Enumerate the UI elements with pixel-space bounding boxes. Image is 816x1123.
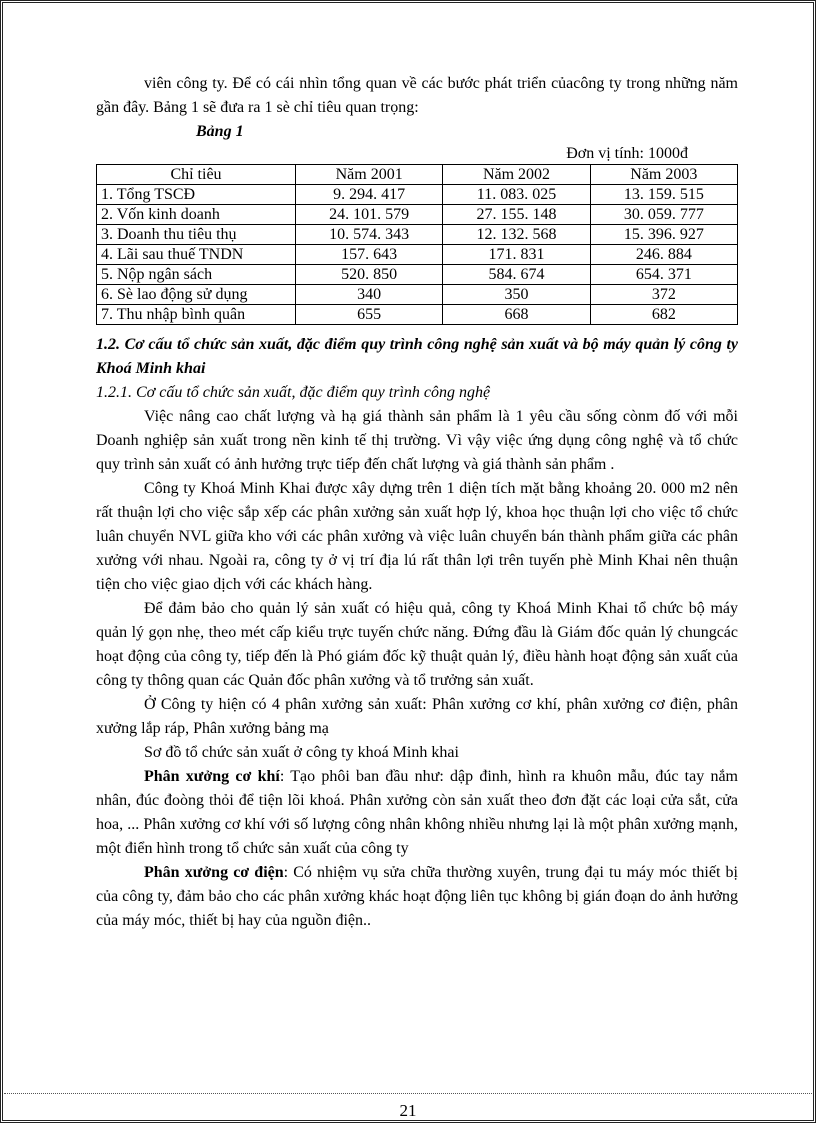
header-cell: Năm 2002: [443, 165, 590, 185]
row-label: 6. Sè lao động sử dụng: [97, 285, 296, 305]
cell-value: 171. 831: [443, 245, 590, 265]
table-row: [97, 285, 738, 305]
cell-value: 520. 850: [296, 265, 443, 285]
intro-paragraph: viên công ty. Để có cái nhìn tổng quan về các bước phát triển củacông ty trong những năm gần đây. Bảng 1 sẽ đưa ra 1 sè chỉ tiêu quan trọng:: [96, 75, 738, 116]
cell-value: 372: [590, 285, 737, 305]
cell-value: 24. 101. 579: [296, 205, 443, 225]
cell-value: 9. 294. 417: [296, 185, 443, 205]
cell-value: 246. 884: [590, 245, 737, 265]
row-label: 2. Vốn kinh doanh: [97, 205, 296, 225]
cell-value: 668: [443, 305, 590, 325]
header-cell: Năm 2001: [296, 165, 443, 185]
table-row: [97, 205, 738, 225]
table-unit: Đơn vị tính: 1000đ: [566, 145, 688, 162]
cell-value: 157. 643: [296, 245, 443, 265]
paragraph-1: Việc nâng cao chất lượng và hạ giá thành sản phẩm là 1 yêu cầu sống cònm đố với mỗi Doanh nghiệp sản xuất trong nền kinh tế thị trường. Vì vậy việc ứng dụng công nghệ và tổ chức quy trình sản xuất có ảnh hưởng trực tiếp đến chất lượng và giá thành sản phẩm .: [96, 408, 738, 473]
paragraph-6-text: : Tạo phôi ban đầu như: dập đinh, hình ra khuôn mẫu, đúc tay nắm nhân, đúc đoòng thỏi để tiện lõi khoá. Phân xưởng còn sản xuất theo đơn đặt các loại cửa sắt, cửa hoa, ... Phân xưởng cơ khí với số lượng công nhân không nhiều nhưng lại là một phân xưởng mạnh, một điển hình trong tổ chức sản xuất của công ty: [96, 768, 738, 857]
table-row: [97, 245, 738, 265]
paragraph-7-lead: Phân xưởng cơ điện: [144, 864, 284, 881]
cell-value: 13. 159. 515: [590, 185, 737, 205]
cell-value: 682: [590, 305, 737, 325]
paragraph-2: Công ty Khoá Minh Khai được xây dựng trên 1 diện tích mặt bằng khoảng 20. 000 m2 nên rất thuận lợi cho việc sắp xếp các phân xưởng sản xuất hợp lý, khoa học thuận lợi cho việc tổ chức luân chuyển NVL giữa kho với các phân xưởng và việc luân chuyển bán thành phẩm giữa các phân xưởng với nhau. Ngoài ra, công ty ở vị trí địa lú rất thân lợi trên tuyến phè Minh Khai nên thuận tiện cho việc giao dịch với các khách hàng.: [96, 480, 738, 593]
table-row: [97, 185, 738, 205]
row-label: 5. Nộp ngân sách: [97, 265, 296, 285]
paragraph-4: Ở Công ty hiện có 4 phân xưởng sản xuất: Phân xưởng cơ khí, phân xưởng cơ điện, phân xưởng lắp ráp, Phân xưởng bảng mạ: [96, 696, 738, 737]
cell-value: 30. 059. 777: [590, 205, 737, 225]
cell-value: 11. 083. 025: [443, 185, 590, 205]
header-cell: Năm 2003: [590, 165, 737, 185]
data-table: [96, 164, 738, 325]
cell-value: 584. 674: [443, 265, 590, 285]
cell-value: 10. 574. 343: [296, 225, 443, 245]
table-caption: Bảng 1: [196, 123, 244, 140]
page-number: 21: [399, 1101, 417, 1120]
row-label: 4. Lãi sau thuế TNDN: [97, 245, 296, 265]
paragraph-6-lead: Phân xưởng cơ khí: [144, 768, 280, 785]
paragraph-3: Để đảm bảo cho quản lý sản xuất có hiệu quả, công ty Khoá Minh Khai tổ chức bộ máy quản lý gọn nhẹ, theo mét cấp kiểu trực tuyến chức năng. Đứng đầu là Giám đốc quản lý chungcác hoạt động của công ty, tiếp đến là Phó giám đốc kỹ thuật quản lý, điều hành hoạt động sản xuất của công ty thông quan các Quản đốc phân xưởng và tổ trưởng sản xuất.: [96, 600, 738, 689]
cell-value: 654. 371: [590, 265, 737, 285]
section-heading: 1.2. Cơ cấu tổ chức sản xuất, đặc điểm quy trình công nghệ sản xuất và bộ máy quản lý công ty Khoá Minh khai: [96, 336, 738, 377]
table-header-row: [97, 165, 738, 185]
footer-divider: [4, 1093, 812, 1094]
table-row: [97, 305, 738, 325]
cell-value: 15. 396. 927: [590, 225, 737, 245]
paragraph-5: Sơ đồ tổ chức sản xuất ở công ty khoá Minh khai: [144, 744, 459, 761]
cell-value: 655: [296, 305, 443, 325]
table-row: [97, 265, 738, 285]
paragraph-6: [96, 765, 738, 861]
row-label: 3. Doanh thu tiêu thụ: [97, 225, 296, 245]
row-label: 1. Tổng TSCĐ: [97, 185, 296, 205]
cell-value: 340: [296, 285, 443, 305]
document-body: [96, 72, 738, 933]
cell-value: 27. 155. 148: [443, 205, 590, 225]
header-cell: Chỉ tiêu: [97, 165, 296, 185]
row-label: 7. Thu nhập bình quân: [97, 305, 296, 325]
paragraph-7: [96, 861, 738, 933]
subsection-heading: 1.2.1. Cơ cấu tổ chức sản xuất, đặc điểm quy trình công nghệ: [96, 384, 491, 401]
cell-value: 12. 132. 568: [443, 225, 590, 245]
paragraph-7-text: : Có nhiệm vụ sửa chữa thường xuyên, trung đại tu máy móc thiết bị của công ty, đảm bảo cho các phân xưởng khác hoạt động liên tục không bị gián đoạn do ảnh hưởng của máy móc, thiết bị hay của nguồn điện..: [96, 864, 739, 929]
cell-value: 350: [443, 285, 590, 305]
table-row: [97, 225, 738, 245]
